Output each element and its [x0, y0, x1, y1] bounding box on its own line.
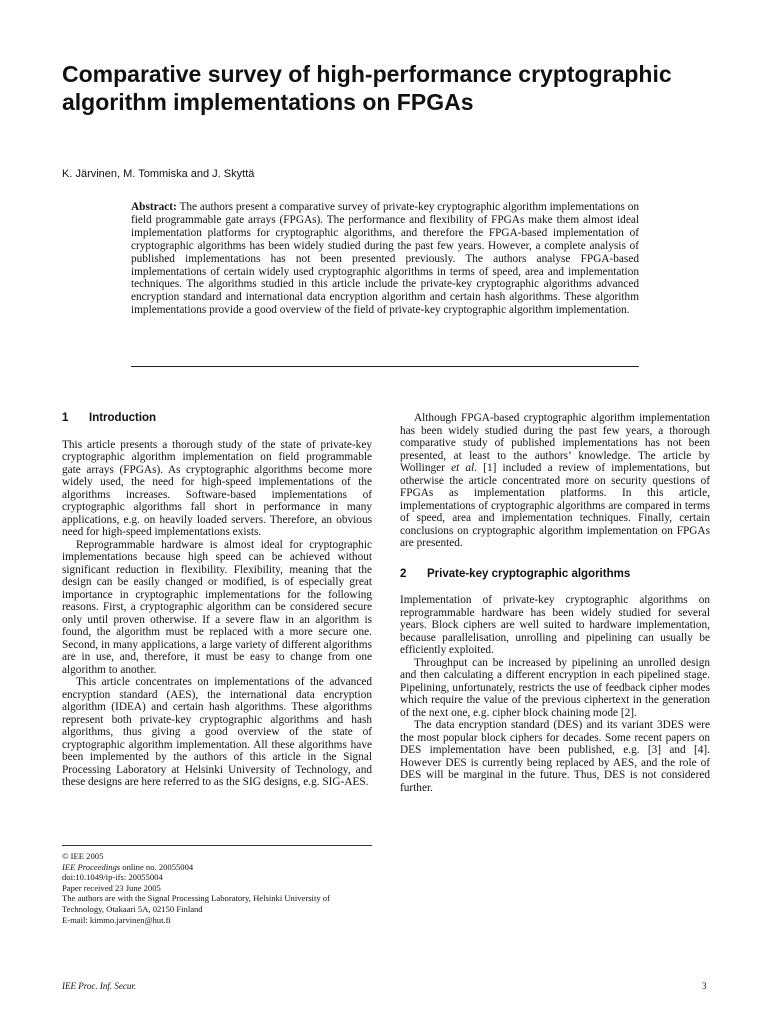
intro-paragraph-1: This article presents a thorough study of the state of private-key cryptographic algorithm implementation on field programmable gate arrays (FPGAs). As cryptographic algorithms become more widely used, the need for high-speed implementations of the algorithms increases. Software-based implementations of cryptographic algorithms fall short in performance in many applications, e.g. on heavily loaded servers. Therefore, an obvious need for high-speed implementations exists.: [62, 438, 372, 538]
intro-paragraph-3: This article concentrates on implementations of the advanced encryption standard (AES), the international data encryption algorithm (IDEA) and certain hash algorithms. These algorithms represent both private-key cryptographic algorithms and hash algorithms, thus giving a good overview of the state of cryptographic algorithm implementation. All these algorithms have been implemented by the authors of this article in the Signal Processing Laboratory at Helsinki University of Technology, and these designs are here referred to as the SIG designs, e.g. SIG-AES.: [62, 676, 372, 788]
intro-paragraph-2: Reprogrammable hardware is almost ideal for cryptographic implementations because high speed can be achieved without significant reduction in flexibility. Flexibility, meaning that the design can be easily changed or modified, is of especially great importance in cryptographic implementations for the following reasons. First, a cryptographic algorithm can be considered secure only until proven otherwise. If a severe flaw in an algorithm is found, the algorithm must be replaced with a more secure one. Second, in many applications, a large variety of different algorithms are in use, and, therefore, it must be easy to change from one algorithm to another.: [62, 538, 372, 676]
affiliation-note: The authors are with the Signal Processing Laboratory, Helsinki University of Technology, Otakaari 5A, 02150 Finland: [62, 893, 330, 914]
section-1-number: 1: [62, 412, 69, 424]
abstract-text: The authors present a comparative survey of private-key cryptographic algorithm implementations on field programmable gate arrays (FPGAs). The performance and flexibility of FPGAs make them almost ideal implementation platforms for cryptographic algorithms, and therefore the FPGA-based implementation of cryptographic algorithms has been widely studied during the past few years. However, a complete analysis of published implementations has not been presented previously. The authors analyse FPGA-based implementations of certain widely used cryptographic algorithms in terms of speed, area and implementation techniques. The algorithms studied in this article include the private-key cryptographic algorithms advanced encryption standard and international data encryption algorithm and certain hash algorithms. These algorithm implementations provide a good overview of the field of private-key cryptographic algorithm implementation.: [131, 201, 640, 317]
proceedings-number: online no. 20055004: [120, 861, 194, 872]
doi-note: doi:10.1049/ip-ifs: 20055004: [62, 872, 163, 883]
paper-title: Comparative survey of high-performance cryptographic algorithm implementations on FPGAs: [62, 61, 672, 115]
paper-authors: K. Järvinen, M. Tommiska and J. Skyttä: [62, 168, 255, 180]
page-number: 3: [702, 981, 707, 991]
proceedings-note: [62, 862, 372, 873]
section-1-heading: [62, 412, 372, 425]
intro-paragraph-4: [400, 412, 710, 550]
section-2-title: Private-key cryptographic algorithms: [427, 567, 631, 580]
section-2-paragraph-1: Implementation of private-key cryptographic algorithms on reprogrammable hardware has been widely studied for several years. Block ciphers are well suited to hardware implementation, because parallelisation, unrolling and pipelining can usually be efficiently exploited.: [400, 594, 710, 656]
abstract-label: Abstract:: [131, 201, 177, 213]
section-1-title: Introduction: [89, 412, 157, 424]
footnote-divider: [62, 845, 372, 846]
section-2-paragraph-2: Throughput can be increased by pipelining an unrolled design and then calculating a different encryption in each pipelined stage. Pipelining, unfortunately, restricts the use of feedback cipher modes which require the value of the previous ciphertext in the generation of the next one, e.g. cipher block chaining mode [2].: [400, 656, 710, 719]
intro-paragraph-4-b: [1] included a review of implementations, but otherwise the article concentrated more on security questions of FPGAs as implementation platforms. In this article, implementations of cryptographic algorithms are compared in terms of speed, area and implementation techniques. Finally, certain conclusions on cryptographic algorithm implementation on FPGAs are presented.: [400, 462, 710, 549]
abstract-divider: [131, 366, 639, 367]
footnotes: [62, 851, 372, 925]
email-note: E-mail: kimmo.jarvinen@hut.fi: [62, 914, 171, 925]
journal-name: IEE Proc. Inf. Secur.: [62, 981, 137, 991]
abstract: [131, 201, 639, 317]
proceedings-name: IEE Proceedings: [62, 861, 121, 872]
received-note: Paper received 23 June 2005: [62, 882, 161, 893]
left-column: [62, 412, 372, 789]
section-2-heading: [400, 568, 710, 581]
right-column: [400, 412, 710, 794]
section-2-number: 2: [400, 567, 407, 580]
section-2-paragraph-3: The data encryption standard (DES) and its variant 3DES were the most popular block ciphers for decades. Some recent papers on DES implementation have been published, e.g. [3] and [4]. However DES is currently being replaced by AES, and the role of DES will be marginal in the future. Thus, DES is not considered further.: [400, 719, 710, 794]
intro-paragraph-4-a: Although FPGA-based cryptographic algorithm implementation has been widely studied during the past few years, a thorough comparative study of published implementations has not been presented, at least to the authors’ knowledge. The article by Wollinger: [400, 412, 710, 474]
copyright-note: © IEE 2005: [62, 851, 104, 861]
intro-paragraph-4-etal: et al.: [451, 462, 478, 474]
